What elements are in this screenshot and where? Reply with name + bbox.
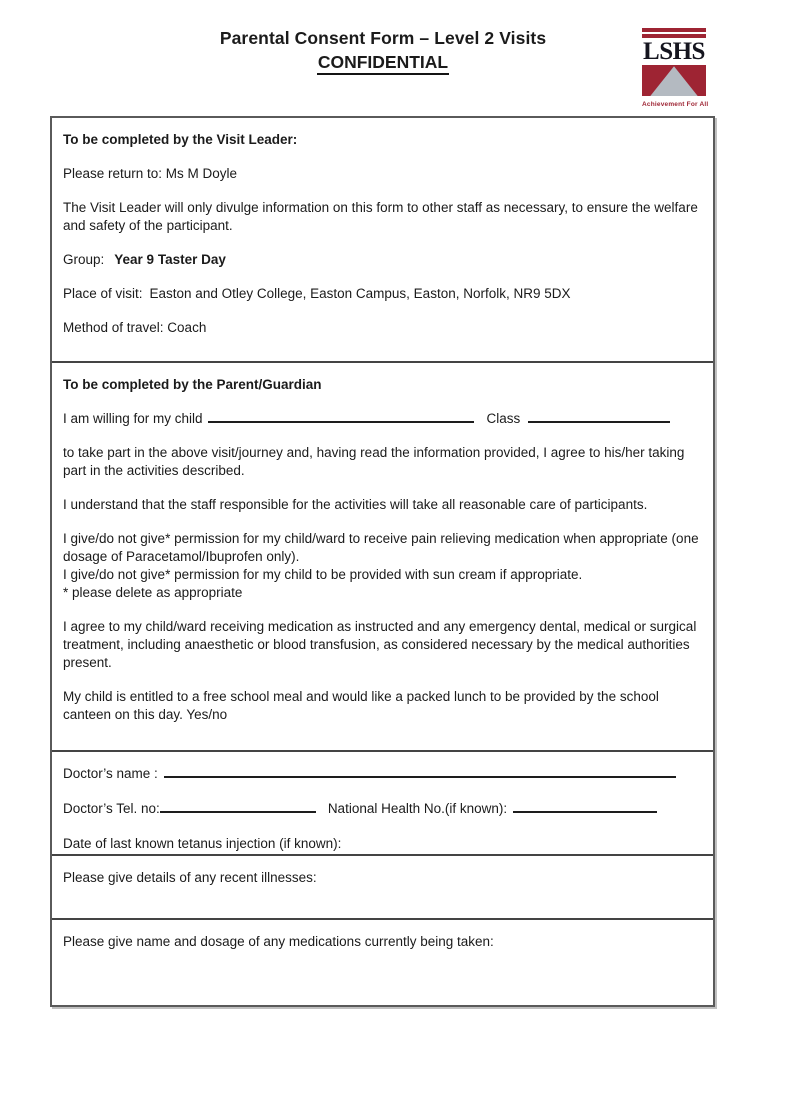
lshs-logo — [642, 28, 709, 108]
consent-form-box — [50, 116, 715, 1007]
place-label: Place of visit: — [63, 286, 143, 301]
doctor-tel-label: Doctor’s Tel. no: — [63, 801, 160, 816]
group-value: Year 9 Taster Day — [114, 252, 226, 267]
logo-tagline: Achievement For All — [642, 101, 709, 108]
page-header — [0, 0, 790, 116]
consent-paragraph: to take part in the above visit/journey and, having read the information provided, I agree to his/her taking part in the activities described. — [63, 445, 685, 478]
tetanus-line: Date of last known tetanus injection (if known): — [63, 836, 342, 851]
visit-leader-section — [52, 118, 713, 363]
suncream-line: I give/do not give* permission for my child to be provided with sun cream if appropriate. — [63, 567, 583, 582]
emergency-treatment-paragraph: I agree to my child/ward receiving medication as instructed and any emergency dental, medical or surgical treatment, including anaesthetic or blood transfusion, as considered necessary by the medical authorities present. — [63, 619, 697, 670]
delete-as-appropriate-note: * please delete as appropriate — [63, 585, 243, 600]
group-label: Group: — [63, 252, 105, 267]
logo-road-emblem-icon — [642, 65, 706, 96]
logo-acronym: LSHS — [643, 38, 705, 65]
privacy-note: The Visit Leader will only divulge information on this form to other staff as necessary, to ensure the welfare and safety of the participant. — [63, 200, 698, 233]
doctor-name-blank[interactable] — [164, 765, 676, 778]
medications-section[interactable] — [52, 920, 713, 1005]
visit-leader-heading: To be completed by the Visit Leader: — [63, 132, 298, 147]
place-value: Easton and Otley College, Easton Campus, Easton, Norfolk, NR9 5DX — [149, 286, 571, 301]
child-name-line — [63, 410, 702, 428]
method-of-travel-line: Method of travel: Coach — [63, 320, 207, 335]
care-paragraph: I understand that the staff responsible for the activities will take all reasonable care of participants. — [63, 497, 648, 512]
doctor-tel-line — [63, 800, 702, 818]
nhs-number-blank[interactable] — [513, 800, 657, 813]
parent-guardian-section — [52, 363, 713, 752]
pain-medication-line: I give/do not give* permission for my child/ward to receive pain relieving medication when appropriate (one dosage of Paracetamol/Ibuprofen only). — [63, 531, 699, 564]
logo-road-triangle-icon — [642, 65, 706, 96]
parent-heading: To be completed by the Parent/Guardian — [63, 377, 322, 392]
doctor-name-line — [63, 765, 702, 783]
illnesses-section[interactable] — [52, 856, 713, 920]
free-school-meal-paragraph: My child is entitled to a free school meal and would like a packed lunch to be provided by the school canteen on this day. Yes/no — [63, 689, 659, 722]
nhs-number-label: National Health No.(if known): — [327, 801, 508, 816]
class-blank[interactable] — [528, 410, 670, 423]
doctor-info-section — [52, 752, 713, 856]
child-name-blank[interactable] — [208, 410, 474, 423]
medications-label: Please give name and dosage of any medications currently being taken: — [63, 934, 494, 949]
medication-permission-block — [63, 530, 702, 602]
doctor-name-label: Doctor’s name : — [63, 766, 158, 781]
form-title: Parental Consent Form – Level 2 Visits — [219, 28, 547, 48]
willing-prefix: I am willing for my child — [63, 411, 203, 426]
return-to-line: Please return to: Ms M Doyle — [63, 166, 238, 181]
group-line — [63, 251, 702, 269]
doctor-tel-blank[interactable] — [160, 800, 316, 813]
place-of-visit-line — [63, 285, 702, 303]
class-label: Class — [486, 411, 521, 426]
confidential-label: CONFIDENTIAL — [317, 52, 449, 75]
logo-top-bar-icon — [642, 28, 706, 32]
illnesses-label: Please give details of any recent illnesses: — [63, 870, 317, 885]
